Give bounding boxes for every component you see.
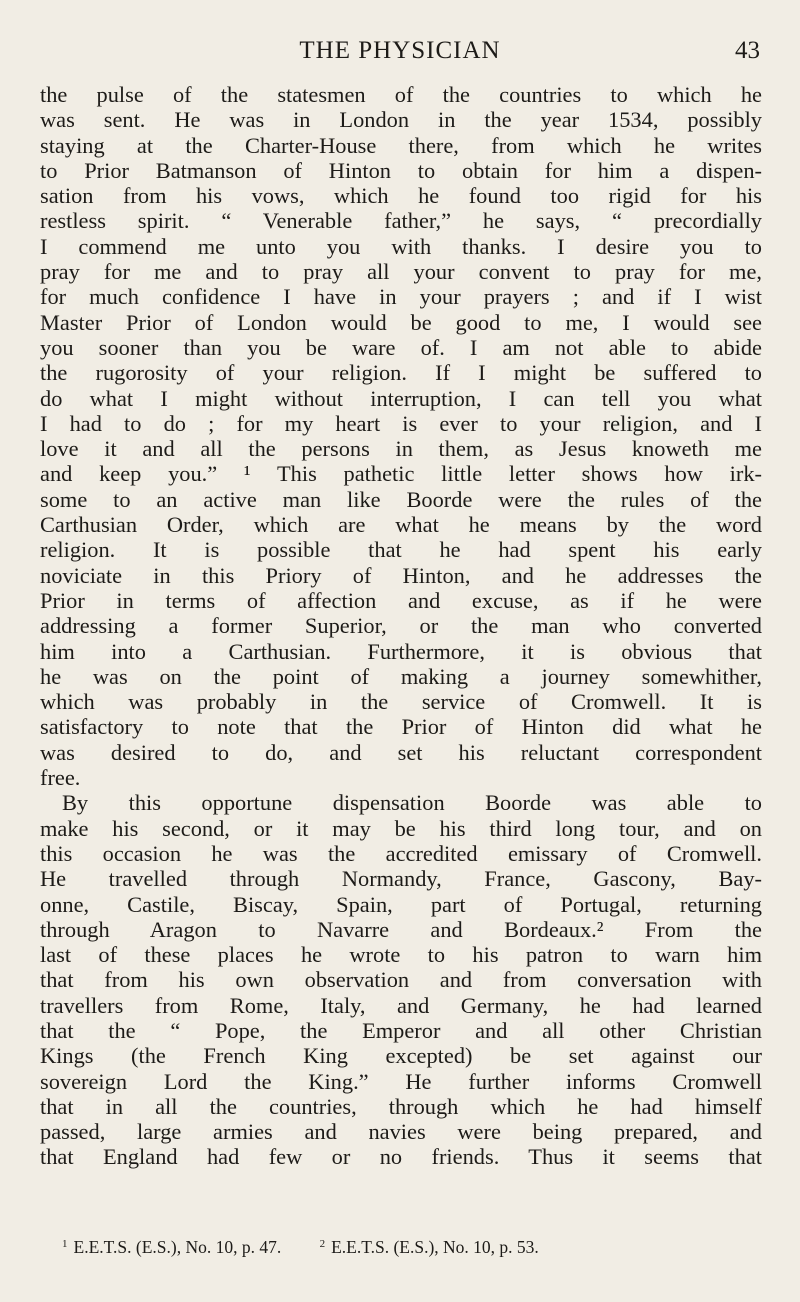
text-line: make his second, or it may be his third long tour, and on <box>40 815 762 841</box>
text-line: this occasion he was the accredited emissary of Cromwell. <box>40 840 762 866</box>
footnote-text: E.E.T.S. (E.S.), No. 10, p. 53. <box>331 1237 539 1257</box>
text-line: you sooner than you be ware of. I am not able to abide <box>40 334 762 360</box>
text-line: travellers from Rome, Italy, and Germany, he had learned <box>40 992 762 1018</box>
text-line: was sent. He was in London in the year 1534, possibly <box>40 107 762 133</box>
text-line: pray for me and to pray all your convent to pray for me, <box>40 259 762 285</box>
body-text <box>40 82 762 1170</box>
footnotes <box>62 1232 762 1259</box>
footnote-1 <box>62 1232 281 1259</box>
footnote-mark: 1 <box>62 1238 68 1250</box>
text-line: onne, Castile, Biscay, Spain, part of Portugal, returning <box>40 891 762 917</box>
footnote-2 <box>320 1232 539 1259</box>
text-line: staying at the Charter-House there, from which he writes <box>40 132 762 158</box>
text-line: that from his own observation and from conversation with <box>40 967 762 993</box>
text-line: some to an active man like Boorde were the rules of the <box>40 486 762 512</box>
text-line: Master Prior of London would be good to me, I would see <box>40 309 762 335</box>
text-line: restless spirit. “ Venerable father,” he says, “ precordially <box>40 208 762 234</box>
running-title: THE PHYSICIAN <box>299 37 501 64</box>
text-line: He travelled through Normandy, France, Gascony, Bay- <box>40 866 762 892</box>
footnote-mark: 2 <box>319 1238 326 1250</box>
text-line: Kings (the French King excepted) be set against our <box>40 1043 762 1069</box>
text-line: last of these places he wrote to his patron to warn him <box>40 942 762 968</box>
text-line: religion. It is possible that he had spent his early <box>40 537 762 563</box>
text-line: the rugorosity of your religion. If I might be suffered to <box>40 360 762 386</box>
text-line: love it and all the persons in them, as Jesus knoweth me <box>40 436 762 462</box>
text-line: that the “ Pope, the Emperor and all other Christian <box>40 1017 762 1043</box>
paragraph-first-line: By this opportune dispensation Boorde was able to <box>62 790 762 816</box>
text-line: satisfactory to note that the Prior of Hinton did what he <box>40 714 762 740</box>
text-line: through Aragon to Navarre and Bordeaux.² From the <box>40 916 762 942</box>
text-line: him into a Carthusian. Furthermore, it is obvious that <box>40 638 762 664</box>
text-line: sation from his vows, which he found too rigid for his <box>40 183 762 209</box>
text-line: and keep you.” ¹ This pathetic little letter shows how irk- <box>40 461 762 487</box>
text-line: for much confidence I have in your prayers ; and if I wist <box>40 284 762 310</box>
text-line: the pulse of the statesmen of the countries to which he <box>40 82 762 107</box>
text-line: Carthusian Order, which are what he means by the word <box>40 512 762 538</box>
text-line: he was on the point of making a journey somewhither, <box>40 663 762 689</box>
text-line: that in all the countries, through which he had himself <box>40 1093 762 1119</box>
text-line: that England had few or no friends. Thus it seems that <box>40 1144 762 1170</box>
text-line: I commend me unto you with thanks. I desire you to <box>40 233 762 259</box>
text-line: to Prior Batmanson of Hinton to obtain for him a dispen- <box>40 157 762 183</box>
page-number: 43 <box>735 37 760 64</box>
text-line: noviciate in this Priory of Hinton, and he addresses the <box>40 562 762 588</box>
text-line: passed, large armies and navies were being prepared, and <box>40 1119 762 1145</box>
text-line: Prior in terms of affection and excuse, as if he were <box>40 587 762 613</box>
text-line: do what I might without interruption, I can tell you what <box>40 385 762 411</box>
paragraph-end-line: free. <box>40 765 81 791</box>
text-line: which was probably in the service of Cromwell. It is <box>40 689 762 715</box>
text-line: addressing a former Superior, or the man who converted <box>40 613 762 639</box>
footnote-text: E.E.T.S. (E.S.), No. 10, p. 47. <box>73 1237 282 1257</box>
running-head <box>40 34 760 68</box>
text-line: I had to do ; for my heart is ever to your religion, and I <box>40 410 762 436</box>
text-line: sovereign Lord the King.” He further informs Cromwell <box>40 1068 762 1094</box>
text-line: was desired to do, and set his reluctant correspondent <box>40 739 762 765</box>
